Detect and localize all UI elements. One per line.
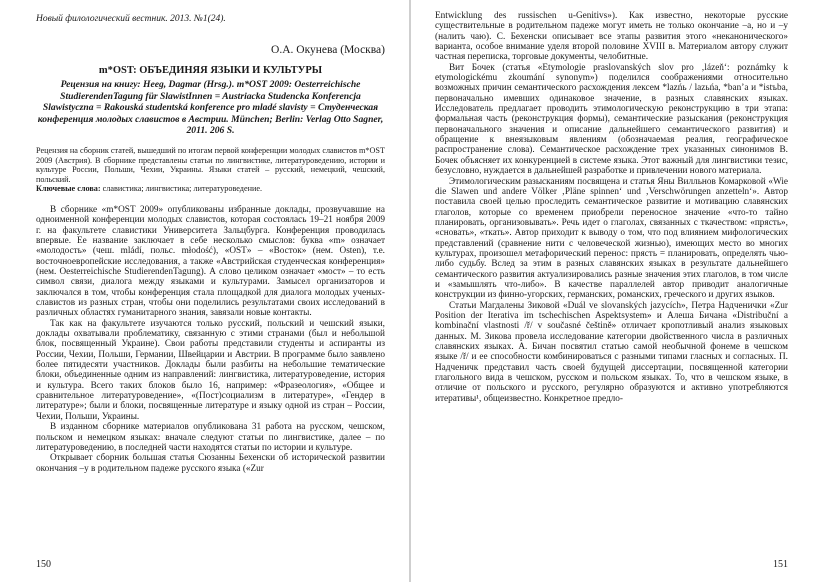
right-body — [435, 11, 788, 404]
page-number: 151 — [773, 559, 788, 570]
review-info: Рецензия на книгу: Heeg, Dagmar (Hrsg.). m*OST 2009: Oesterreichische StudierendenTagung für SlawistInnen = Austriacka Studencka Konferencja Slawistyczna = Rakouská studentská konference pro mladé slavisty = Студенческая конференция молодых славистов в Австрии. München; Berlin: Verlag Otto Sagner, 2011. 206 S. — [37, 79, 384, 137]
paragraph: Статьи Магдалены Зиковой «Duál ve slovanských jazycích», Петра Надченички «Zur Position der Iterativa im tschechischen Aspektsystem» и Алеша Бичана «Distribuční a kombinační vlastnosti /ř/ v současné češtině» отличает кропотливый анализ языковых данных. М. Зикова провела исследование категории двойственного числа в различных славянских языках. А. Бичан посвятил статью самой необычной фонеме в чешском языке /ř/ и ее способности комбинироваться с разными типами гласных и согласных. П. Надченичк представил часть своей будущей диссертации, посвященной категории глагольного вида в чешском, русском и польском языках. То, что в чешском языке, в отличие от польского и русского, регулярно образуются и активно употребляются итеративы¹, общеизвестно. Конкретное предло- — [435, 300, 788, 404]
abstract: Рецензия на сборник статей, вышедший по итогам первой конференции молодых славистов m*OST 2009 (Австрия). В сборнике представлены статьи по лингвистике, литературоведению, истории и культуре России, Польши, Чехии, Украины. Языки статей – русский, немецкий, чешский, польский. — [36, 145, 385, 184]
paragraph: Так как на факультете изучаются только русский, польский и чешский языки, доклады охватывали проблематику, связанную с этими странами (был и небольшой блок, посвященный Украине). Свои работы представили студенты и аспиранты из России, Чехии, Польши, Германии, Швейцарии и Австрии. В программе было заявлено более пятидесяти участников. Доклады были разбиты на небольшие тематические блоки, объединенные одним из направлений: лингвистика, литературоведение, история и культура. Всего таких блоков было 16, например: «Фразеология», «Общее и сравнительное литературоведение», «(Пост)социализм в литературе», «Гендер в литературе»; были и блоки, посвященные литературе и языку одной из стран – России, Чехии, Польши, Украины. — [36, 318, 385, 422]
article-title: m*OST: ОБЪЕДИНЯЯ ЯЗЫКИ И КУЛЬТУРЫ — [98, 65, 323, 76]
paragraph: Этимологическим разысканиям посвящена и статья Яны Вилльнов Комарковой «Wie die Slawen und andere Völker ‚Pläne spinnen‘ und ‚Verschwörungen anzetteln‘». Автор поставила своей целью проследить семантическое развитие и мотивацию славянских глаголов, которые со временем приобрели переносное значение «что-то тайно планировать, организовывать». Речь идет о глаголах, связанных с ткачеством: «прясть», «сновать», «ткать». Автор приходит к выводу о том, что под влиянием мифологических представлений (сравнение нити с человеческой жизнью), имеющих место во многих культурах, произошел метафорический перенос: прясть = планировать, определять чью-либо судьбу. Вслед за этим в разных славянских языках в результате дальнейшего семантического развития актуализировались разные значения этих глаголов, в том числе и «замышлять что-либо». В качестве параллелей автор приводит аналогичные конструкции из финно-угорских, германских, романских, греческого и других языков. — [435, 176, 788, 301]
running-head: Новый филологический вестник. 2013. №1(24). — [36, 14, 226, 24]
keywords-label: Ключевые слова: — [36, 184, 101, 194]
right-page — [411, 0, 820, 582]
paragraph: Entwicklung des russischen u-Genitivs»). Как известно, некоторые русские существительные в родительном падеже могут иметь не только окончание –а, но и –у (налить чаю). С. Бехенски описывает все этапы развития этого «неканонического» варианта, особое внимание уделя второй половине XVIII в. Материалом автору служит частная переписка, торговые документы, челобитные. — [435, 11, 788, 63]
paragraph: В изданном сборнике материалов опубликована 31 работа на русском, чешском, польском и немецком языках: вначале следуют статьи по лингвистике, далее – по литературоведению, в последней части находятся статьи по истории и культуре. — [36, 422, 385, 453]
left-page — [0, 0, 409, 582]
keywords — [36, 184, 385, 194]
paragraph: Открывает сборник большая статья Сюзанны Бехенски об исторической развитии окончания –у в родительном падеже русского языка («Zur — [36, 453, 385, 474]
left-body — [36, 205, 385, 474]
paragraph: В сборнике «m*OST 2009» опубликованы избранные доклады, прозвучавшие на одноименной конференции молодых славистов, которая состоялась 19–21 ноября 2009 г. на факультете славистики Университета Зальцбурга. Конференция проводилась впервые. Ее название заключает в себе несколько смыслов: буква «m» означает «молодость» (чеш. mládí, польс. młodość), «OST» – «Восток» (нем. Osten), т.е. восточноевропейские исследования, а также «Австрийская студенческая конференция» (нем. Oesterreichische StudierendenTagung). А слово целиком означает «мост» – то есть символ связи, диалога между языками и культурами. Замысел организаторов и заключался в том, чтобы конференция стала площадкой для диалога молодых ученых-славистов из разных стран, чтобы они поделились результатами своих исследований в различных областях гуманитарного знания, завязали новые контакты. — [36, 204, 385, 319]
page-number: 150 — [36, 559, 51, 570]
keywords-text: славистика; лингвистика; литературоведение. — [102, 184, 263, 194]
author: О.А. Окунева (Москва) — [271, 44, 385, 56]
paragraph: Вит Бочек (статья «Etymologie praslovanských slov pro ‚lázeň‘: poznámky k etymologickému zkoumání synonym») поделился соображениями относительно возможных причин семантического расхождения лексем *lazńь / lazьńa, *ban’a и *istъba, первоначально имевших одинаковое значение, в разных славянских языках. Исследователь предлагает проводить этимологическую реконструкцию в три этапа: формальная часть (реконструкция формы), семантические разыскания (реконструкция первоначального значения и описание дальнейшего семантического развития) и обращение к внеязыковым явлениям (обозначаемая реалия, географическое распространение слова). Семантическое расхождение трех указанных синонимов В. Бочек объясняет их конкуренцией в системе языка. Этот важный для лингвистики тезис, безусловно, нуждается в дальнейшей разработке и привлечении нового материала. — [435, 62, 788, 177]
